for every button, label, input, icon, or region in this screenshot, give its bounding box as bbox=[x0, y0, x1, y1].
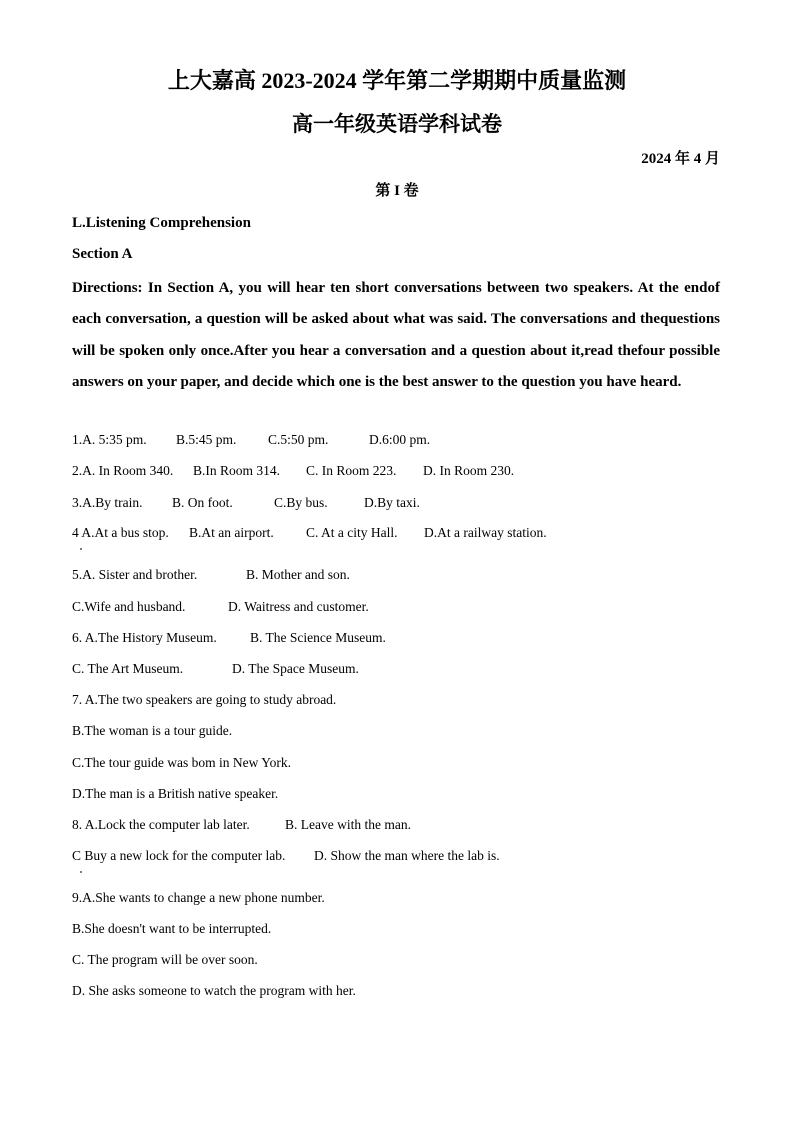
option-8b: B. Leave with the man. bbox=[285, 817, 411, 832]
question-8-line-2 bbox=[72, 846, 500, 866]
exam-subtitle: 高一年级英语学科试卷 bbox=[292, 112, 502, 136]
stray-dot bbox=[80, 871, 82, 873]
question-5-line-2 bbox=[72, 597, 369, 617]
option-1b: B.5:45 pm. bbox=[176, 432, 237, 447]
stray-dot bbox=[80, 548, 82, 550]
option-2d: D. In Room 230. bbox=[423, 463, 515, 478]
option-2a: 2.A. In Room 340. bbox=[72, 463, 174, 478]
option-2c: C. In Room 223. bbox=[306, 463, 397, 478]
option-7a: 7. A.The two speakers are going to study abroad. bbox=[72, 692, 337, 707]
question-3 bbox=[72, 493, 420, 513]
option-1d: D.6:00 pm. bbox=[369, 432, 431, 447]
option-6d: D. The Space Museum. bbox=[232, 661, 359, 676]
option-4c: C. At a city Hall. bbox=[306, 525, 398, 540]
option-6a: 6. A.The History Museum. bbox=[72, 630, 217, 645]
option-1c: C.5:50 pm. bbox=[268, 432, 329, 447]
question-1 bbox=[72, 430, 430, 450]
question-4 bbox=[72, 523, 547, 543]
question-8-line-1 bbox=[72, 815, 411, 835]
section-heading: Section A bbox=[72, 246, 133, 262]
option-9c: C. The program will be over soon. bbox=[72, 952, 258, 967]
option-9b: B.She doesn't want to be interrupted. bbox=[72, 921, 272, 936]
option-6c: C. The Art Museum. bbox=[72, 661, 184, 676]
exam-title: 上大嘉高 2023-2024 学年第二学期期中质量监测 bbox=[167, 68, 627, 93]
option-4a: 4 A.At a bus stop. bbox=[72, 525, 169, 540]
option-8c: C Buy a new lock for the computer lab. bbox=[72, 848, 286, 863]
question-6-line-2 bbox=[72, 659, 359, 679]
option-3b: B. On foot. bbox=[172, 495, 233, 510]
question-2 bbox=[72, 461, 514, 481]
option-3a: 3.A.By train. bbox=[72, 495, 143, 510]
option-4d: D.At a railway station. bbox=[424, 525, 547, 540]
option-8a: 8. A.Lock the computer lab later. bbox=[72, 817, 250, 832]
option-3c: C.By bus. bbox=[274, 495, 328, 510]
option-9d: D. She asks someone to watch the program with her. bbox=[72, 983, 356, 998]
option-5a: 5.A. Sister and brother. bbox=[72, 567, 198, 582]
option-4b: B.At an airport. bbox=[189, 525, 274, 540]
option-9a: 9.A.She wants to change a new phone number. bbox=[72, 890, 325, 905]
option-5d: D. Waitress and customer. bbox=[228, 599, 369, 614]
option-3d: D.By taxi. bbox=[364, 495, 420, 510]
option-1a: 1.A. 5:35 pm. bbox=[72, 432, 147, 447]
option-7c: C.The tour guide was bom in New York. bbox=[72, 755, 291, 770]
part-heading: L.Listening Comprehension bbox=[72, 215, 251, 231]
volume-label: 第 I 卷 bbox=[375, 183, 419, 199]
question-5-line-1 bbox=[72, 565, 350, 585]
directions-paragraph: Directions: In Section A, you will hear ten short conversations between two speakers. At the endof each conversation, a question will be asked about what was said. The conversations and thequestions will be spoken only once.After you hear a conversation and a question about it,read thefour possible answers on your paper, and decide which one is the best answer to the question you have heard. bbox=[72, 280, 720, 390]
option-5b: B. Mother and son. bbox=[246, 567, 350, 582]
exam-date: 2024 年 4 月 bbox=[641, 151, 720, 167]
option-8d: D. Show the man where the lab is. bbox=[314, 848, 500, 863]
option-2b: B.In Room 314. bbox=[193, 463, 281, 478]
option-5c: C.Wife and husband. bbox=[72, 599, 186, 614]
option-6b: B. The Science Museum. bbox=[250, 630, 386, 645]
question-6-line-1 bbox=[72, 628, 386, 648]
option-7d: D.The man is a British native speaker. bbox=[72, 786, 279, 801]
option-7b: B.The woman is a tour guide. bbox=[72, 723, 233, 738]
